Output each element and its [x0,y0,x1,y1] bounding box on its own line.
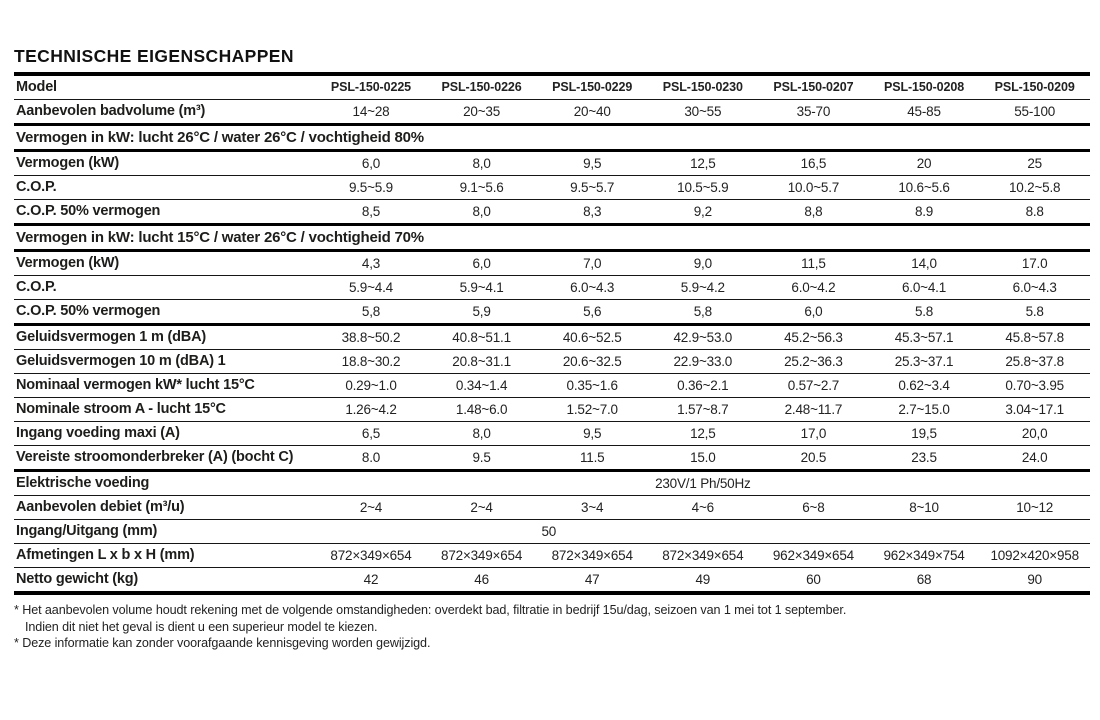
section-header-label: Vermogen in kW: lucht 15°C / water 26°C / vochtigheid 70% [14,225,1090,251]
table-row [14,276,1090,300]
value-cell: 2.48~11.7 [758,398,869,422]
value-cell: 5,6 [537,300,648,325]
value-cell: 1.26~4.2 [316,398,427,422]
row-label: Ingang voeding maxi (A) [14,422,316,446]
value-cell: 9,5 [537,151,648,176]
value-cell: 40.8~51.1 [426,325,537,350]
merged-value-cell: 50 [316,520,1090,544]
merged-value-cell: 230V/1 Ph/50Hz [316,471,1090,496]
row-label: C.O.P. 50% vermogen [14,200,316,225]
row-label: Vermogen (kW) [14,251,316,276]
table-row [14,496,1090,520]
footnotes [14,602,1090,652]
value-cell: 10.5~5.9 [648,176,759,200]
value-cell: 8.8 [979,200,1090,225]
value-cell: 5.8 [979,300,1090,325]
value-cell: 5.9~4.2 [648,276,759,300]
value-cell: 1.48~6.0 [426,398,537,422]
value-cell: 5,8 [648,300,759,325]
value-cell: 3~4 [537,496,648,520]
section-header-label: Vermogen in kW: lucht 26°C / water 26°C / vochtigheid 80% [14,125,1090,151]
model-header-cell: PSL-150-0230 [648,74,759,100]
value-cell: 17,0 [758,422,869,446]
value-cell: 38.8~50.2 [316,325,427,350]
value-cell: 60 [806,572,821,587]
value-cell: 20~35 [426,100,537,125]
value-cell: 68 [916,572,932,587]
value-cell: 5.9~4.1 [426,276,537,300]
row-label: Afmetingen L x b x H (mm) [14,544,316,568]
value-cell: 20.6~32.5 [537,350,648,374]
row-label: Geluidsvermogen 1 m (dBA) [14,325,316,350]
table-row [14,422,1090,446]
value-cell: 20~40 [537,100,648,125]
value-cell: 25.8~37.8 [979,350,1090,374]
value-cell: 0.36~2.1 [648,374,759,398]
value-cell: 0.62~3.4 [869,374,980,398]
value-cell: 25.2~36.3 [758,350,869,374]
model-header-cell: PSL-150-0207 [758,74,869,100]
table-row [14,176,1090,200]
value-cell: 20 [869,151,980,176]
value-cell: 47 [584,572,600,587]
table-row [14,544,1090,568]
section-header-row [14,125,1090,151]
model-header-cell: PSL-150-0226 [426,74,537,100]
value-cell: 9,0 [648,251,759,276]
value-cell: 8,0 [426,200,537,225]
value-cell: 6.0~4.2 [758,276,869,300]
value-cell: 8,0 [426,422,537,446]
value-cell: 18.8~30.2 [316,350,427,374]
value-cell: 11.5 [537,446,648,471]
value-cell: 962×349×754 [869,544,980,568]
value-cell: 25 [979,151,1090,176]
table-row [14,398,1090,422]
table-row [14,374,1090,398]
value-cell: 45.8~57.8 [979,325,1090,350]
value-cell: 2~4 [426,496,537,520]
value-cell: 872×349×654 [537,544,648,568]
value-cell: 8.0 [316,446,427,471]
value-cell: 6.0~4.3 [537,276,648,300]
page-title: TECHNISCHE EIGENSCHAPPEN [14,46,294,66]
value-cell: 2~4 [316,496,427,520]
value-cell: 872×349×654 [426,544,537,568]
value-cell: 9.1~5.6 [426,176,537,200]
value-cell: 0.57~2.7 [758,374,869,398]
value-cell: 0.35~1.6 [537,374,648,398]
value-cell: 1.52~7.0 [537,398,648,422]
row-label: C.O.P. 50% vermogen [14,300,316,325]
table-row [14,151,1090,176]
table-row [14,251,1090,276]
value-cell: 6,5 [316,422,427,446]
value-cell: 14~28 [316,100,427,125]
footnote-recommended-volume: * Het aanbevolen volume houdt rekening met de volgende omstandigheden: overdekt bad, filtratie in bedrijf 15u/dag, seizoen van 1 mei tot 1 september. [14,603,847,617]
value-cell: 962×349×654 [758,544,869,568]
value-cell: 6~8 [758,496,869,520]
value-cell: 24.0 [979,446,1090,471]
value-cell: 872×349×654 [648,544,759,568]
value-cell: 5.8 [869,300,980,325]
value-cell: 8,8 [758,200,869,225]
value-cell: 1092×420×958 [979,544,1090,568]
value-cell: 8,5 [316,200,427,225]
value-cell: 8,0 [426,151,537,176]
table-row [14,350,1090,374]
row-label: C.O.P. [14,276,316,300]
value-cell: 17.0 [979,251,1090,276]
row-label: Aanbevolen badvolume (m³) [14,100,316,125]
value-cell: 30~55 [648,100,759,125]
value-cell: 8,3 [537,200,648,225]
value-cell: 12,5 [648,151,759,176]
value-cell: 46 [474,572,489,587]
value-cell: 10~12 [979,496,1090,520]
value-cell: 8~10 [869,496,980,520]
row-label: Model [14,74,316,100]
spec-sheet-page [14,0,1090,652]
row-label: Nominaal vermogen kW* lucht 15°C [14,374,316,398]
value-cell: 6.0~4.3 [979,276,1090,300]
value-cell: 49 [695,572,711,587]
value-cell: 10.6~5.6 [869,176,980,200]
value-cell: 90 [1027,572,1042,587]
row-label: Elektrische voeding [14,471,316,496]
value-cell: 45.2~56.3 [758,325,869,350]
value-cell: 45-85 [869,100,980,125]
value-cell: 9,2 [648,200,759,225]
value-cell: 42.9~53.0 [648,325,759,350]
value-cell: 19,5 [869,422,980,446]
value-cell: 14,0 [869,251,980,276]
value-cell: 8.9 [869,200,980,225]
value-cell: 20.5 [758,446,869,471]
table-row [14,568,1090,594]
value-cell: 11,5 [758,251,869,276]
model-header-cell: PSL-150-0209 [979,74,1090,100]
value-cell: 55-100 [979,100,1090,125]
value-cell: 1.57~8.7 [648,398,759,422]
value-cell: 9,5 [537,422,648,446]
value-cell: 15.0 [648,446,759,471]
table-row [14,74,1090,100]
value-cell: 4,3 [316,251,427,276]
table-row [14,100,1090,125]
value-cell: 9.5 [426,446,537,471]
value-cell: 6,0 [316,151,427,176]
section-header-row [14,225,1090,251]
value-cell: 10.0~5.7 [758,176,869,200]
value-cell: 20.8~31.1 [426,350,537,374]
value-cell: 35-70 [758,100,869,125]
model-header-cell: PSL-150-0225 [316,74,427,100]
value-cell: 6,0 [426,251,537,276]
row-label: Geluidsvermogen 10 m (dBA) 1 [14,350,316,374]
row-label: Vereiste stroomonderbreker (A) (bocht C) [14,446,316,471]
value-cell: 23.5 [869,446,980,471]
value-cell: 20,0 [979,422,1090,446]
value-cell: 6.0~4.1 [869,276,980,300]
table-row [14,325,1090,350]
value-cell: 0.29~1.0 [316,374,427,398]
value-cell: 2.7~15.0 [869,398,980,422]
table-row [14,446,1090,471]
value-cell: 16,5 [758,151,869,176]
value-cell: 5,8 [316,300,427,325]
value-cell: 4~6 [648,496,759,520]
value-cell: 0.70~3.95 [979,374,1090,398]
value-cell: 42 [363,572,379,587]
value-cell: 6,0 [758,300,869,325]
value-cell: 10.2~5.8 [979,176,1090,200]
table-row [14,520,1090,544]
model-header-cell: PSL-150-0229 [537,74,648,100]
footnote-recommended-volume-continued: Indien dit niet het geval is dient u een superieur model te kiezen. [25,619,378,634]
value-cell: 9.5~5.7 [537,176,648,200]
value-cell: 5.9~4.4 [316,276,427,300]
row-label: Netto gewicht (kg) [16,571,139,587]
row-label: Ingang/Uitgang (mm) [14,520,316,544]
model-header-cell: PSL-150-0208 [869,74,980,100]
row-label: Vermogen (kW) [14,151,316,176]
value-cell: 0.34~1.4 [426,374,537,398]
value-cell: 22.9~33.0 [648,350,759,374]
row-label: Aanbevolen debiet (m³/u) [14,496,316,520]
value-cell: 25.3~37.1 [869,350,980,374]
row-label: C.O.P. [14,176,316,200]
value-cell: 7,0 [537,251,648,276]
footnote-subject-to-change: * Deze informatie kan zonder voorafgaande kennisgeving worden gewijzigd. [14,636,431,650]
value-cell: 3.04~17.1 [979,398,1090,422]
value-cell: 872×349×654 [316,544,427,568]
table-row [14,300,1090,325]
value-cell: 40.6~52.5 [537,325,648,350]
value-cell: 12,5 [648,422,759,446]
technical-spec-table [14,72,1090,595]
table-row [14,200,1090,225]
row-label: Nominale stroom A - lucht 15°C [14,398,316,422]
value-cell: 45.3~57.1 [869,325,980,350]
value-cell: 5,9 [426,300,537,325]
value-cell: 9.5~5.9 [316,176,427,200]
table-row [14,471,1090,496]
